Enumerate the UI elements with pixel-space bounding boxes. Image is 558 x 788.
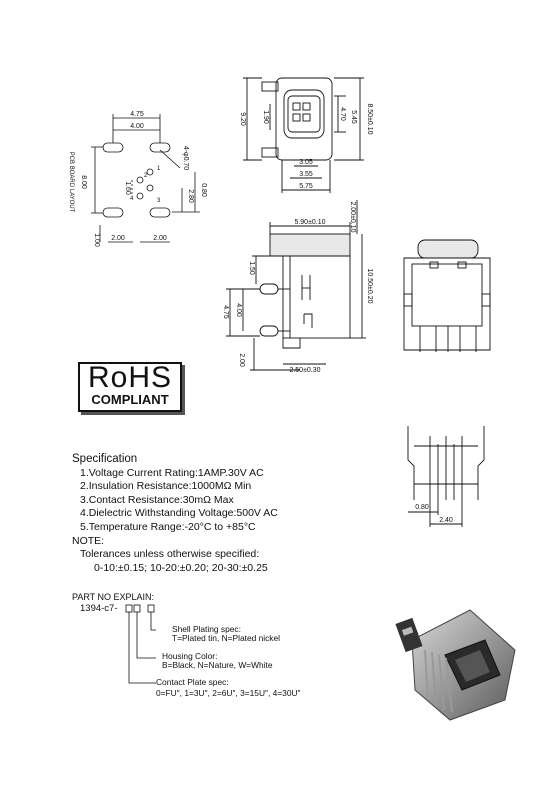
spec-item-4: 4.Dielectric Withstanding Voltage:500V AC <box>80 507 278 520</box>
dim-3-05: 3.05 <box>299 159 313 166</box>
dim-5-90: 5.90±0.10 <box>294 219 326 226</box>
contact-plate-options: 0=FU″, 1=3U″, 2=6U″, 3=15U″, 4=30U″ <box>156 688 301 698</box>
product-photo <box>385 590 525 725</box>
front-view-drawing <box>230 70 385 200</box>
note-title: NOTE: <box>72 534 105 547</box>
dim-1-00: 1.00 <box>93 233 100 247</box>
dim-8-50: 8.50±0.10 <box>366 103 373 135</box>
dim-5-45: 5.45 <box>350 110 357 124</box>
spec-item-5: 5.Temperature Range:-20°C to +85°C <box>80 520 256 533</box>
dim-1-60: 1.60 <box>124 181 131 195</box>
dim-4-75: 4.75 <box>130 111 144 118</box>
pcb-layout-label: PCB BOARD LAYOUT <box>68 151 74 213</box>
rohs-logo <box>78 362 182 412</box>
dim-2-80: 2.80 <box>187 189 194 203</box>
dim-2-00-right: 2.00 <box>153 235 167 242</box>
dim-9-20: 9.20 <box>239 112 246 126</box>
shell-plating-title: Shell Plating spec: <box>172 624 241 634</box>
rear-view-drawing <box>398 235 493 360</box>
housing-color-title: Housing Color: <box>162 651 218 661</box>
part-no-leader-lines <box>120 600 160 690</box>
dim-8-00: 8.00 <box>80 175 87 189</box>
housing-color-options: B=Black, N=Nature, W=White <box>162 660 273 670</box>
spec-item-3: 3.Contact Resistance:30mΩ Max <box>80 493 234 506</box>
side-view-drawing <box>215 195 375 380</box>
bottom-view-drawing <box>400 420 490 530</box>
dim-2-50: 2.50±0.30 <box>289 367 321 374</box>
rohs-logo-subtitle: COMPLIANT <box>91 392 169 407</box>
dim-3-55: 3.55 <box>299 171 313 178</box>
dim-4-75-side: 4.75 <box>222 305 229 319</box>
dim-2-00-top: 2.00±0.10 <box>349 201 356 233</box>
spec-item-2: 2.Insulation Resistance:1000MΩ Min <box>80 480 252 493</box>
dim-1-50: 1.50 <box>248 261 255 275</box>
spec-item-1: 1.Voltage Current Rating:1AMP.30V AC <box>80 466 264 479</box>
specification-block <box>72 453 278 575</box>
dim-10-50: 10.50±0.20 <box>366 268 373 304</box>
contact-plate-title: Contact Plate spec: <box>156 677 229 687</box>
part-no-code: 1394-c7- <box>80 603 118 614</box>
dim-4-00: 4.00 <box>130 123 144 130</box>
specification-title: Specification <box>72 453 138 465</box>
note-line-1: Tolerances unless otherwise specified: <box>80 548 260 561</box>
pin-label-2: 2 <box>144 173 148 179</box>
shell-plating-options: T=Plated tin, N=Plated nickel <box>172 633 281 643</box>
dim-0-80: 0.80 <box>200 183 207 197</box>
pin-label-3: 3 <box>157 198 161 204</box>
note-line-2: 0-10:±0.15; 10-20:±0.20; 20-30:±0.25 <box>94 561 268 574</box>
dim-2-40: 2.40 <box>439 517 453 524</box>
dim-0-80-bottom: 0.80 <box>415 504 429 511</box>
dim-1-90: 1.90 <box>262 110 269 124</box>
pin-label-4: 4 <box>130 196 134 202</box>
pin-label-1: 1 <box>157 166 161 172</box>
dim-4-00-side: 4.00 <box>235 303 242 317</box>
pcb-layout-drawing <box>55 105 225 255</box>
dim-4-70: 4.70 <box>339 107 346 121</box>
dim-2-00-bottom: 2.00 <box>238 353 245 367</box>
dim-hole: 4-φ0.70 <box>182 145 189 171</box>
dim-2-00-left: 2.00 <box>111 235 125 242</box>
part-no-title: PART NO EXPLAIN: <box>72 592 155 602</box>
rohs-logo-title: RoHS <box>87 361 173 394</box>
dim-5-75: 5.75 <box>299 183 313 190</box>
